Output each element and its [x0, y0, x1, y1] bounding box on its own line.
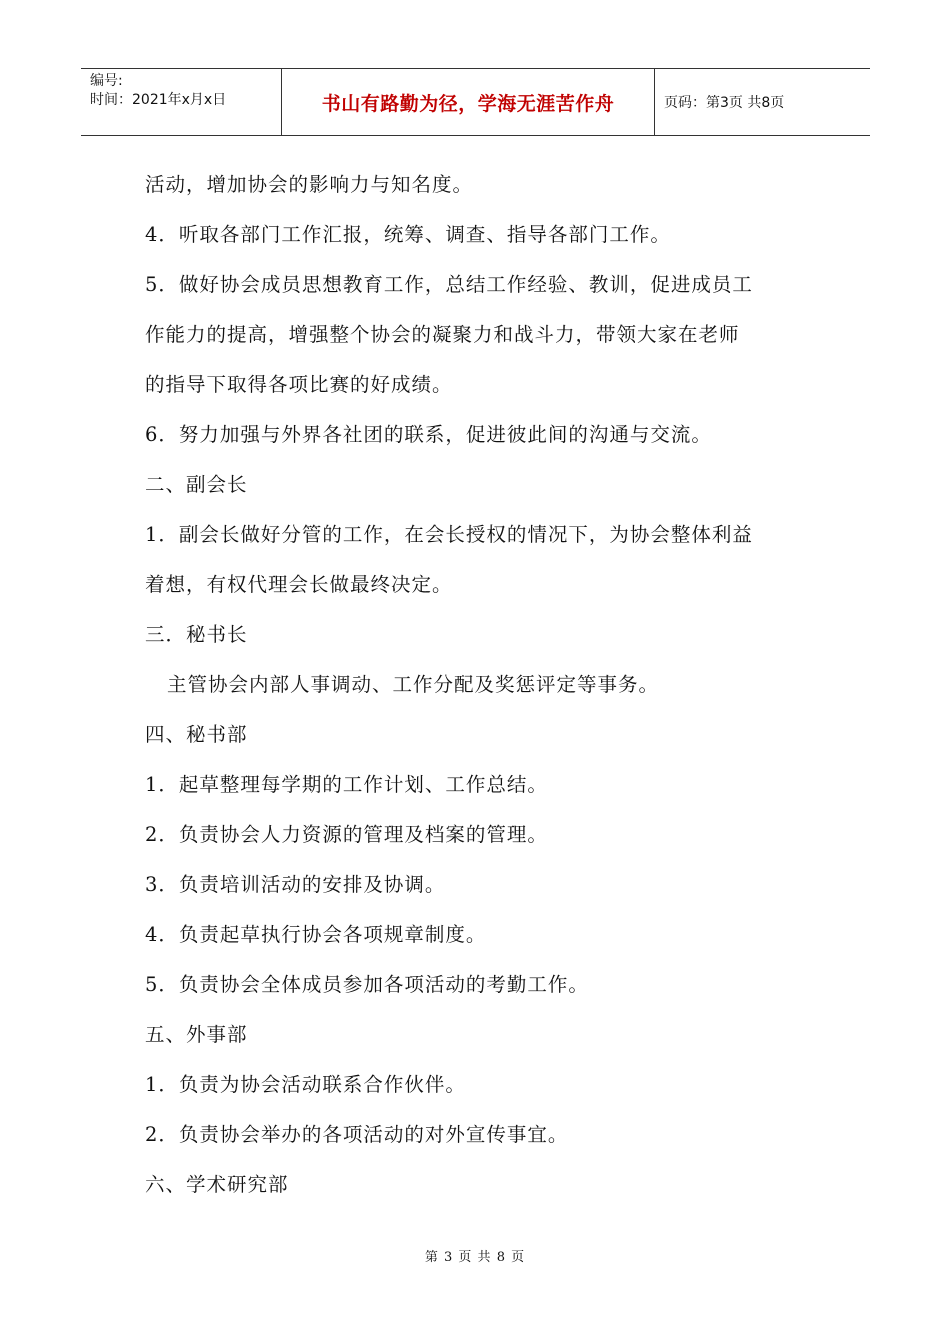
- document-body: [145, 160, 825, 1210]
- section-heading: 六、学术研究部: [145, 1173, 289, 1196]
- body-line: 着想，有权代理会长做最终决定。: [145, 573, 453, 596]
- body-line: 活动，增加协会的影响力与知名度。: [145, 173, 474, 196]
- section-heading: 五、外事部: [145, 1023, 248, 1046]
- body-line: 作能力的提高，增强整个协会的凝聚力和战斗力，带领大家在老师: [145, 323, 740, 346]
- number-label: 编号:: [90, 73, 123, 89]
- body-line: 主管协会内部人事调动、工作分配及奖惩评定等事务。: [167, 673, 660, 696]
- section-heading: 三．秘书长: [145, 623, 248, 646]
- body-line: 3．负责培训活动的安排及协调。: [145, 873, 446, 896]
- body-line: 1．负责为协会活动联系合作伙伴。: [145, 1073, 466, 1096]
- body-line: 2．负责协会举办的各项活动的对外宣传事宜。: [145, 1123, 569, 1146]
- header-meta-cell: [81, 69, 282, 135]
- time-label: 时间：2021年x月x日: [90, 92, 227, 108]
- page-footer: [0, 1246, 950, 1265]
- section-heading: 二、副会长: [145, 473, 248, 496]
- header-page-cell: [655, 69, 870, 135]
- body-line: 6．努力加强与外界各社团的联系，促进彼此间的沟通与交流。: [145, 423, 712, 446]
- motto-text: 书山有路勤为径，学海无涯苦作舟: [321, 92, 615, 115]
- body-line: 1．副会长做好分管的工作，在会长授权的情况下，为协会整体利益: [145, 523, 753, 546]
- body-line: 4．听取各部门工作汇报，统筹、调查、指导各部门工作。: [145, 223, 671, 246]
- body-line: 的指导下取得各项比赛的好成绩。: [145, 373, 453, 396]
- document-header: [81, 68, 870, 136]
- page-code: 页码：第3页 共8页: [664, 95, 785, 111]
- footer-page-number: 第 3 页 共 8 页: [424, 1250, 526, 1265]
- body-line: 4．负责起草执行协会各项规章制度。: [145, 923, 487, 946]
- header-motto-cell: [282, 69, 655, 135]
- body-line: 5．负责协会全体成员参加各项活动的考勤工作。: [145, 973, 589, 996]
- section-heading: 四、秘书部: [145, 723, 248, 746]
- body-line: 5．做好协会成员思想教育工作，总结工作经验、教训，促进成员工: [145, 273, 753, 296]
- body-line: 2．负责协会人力资源的管理及档案的管理。: [145, 823, 548, 846]
- body-line: 1．起草整理每学期的工作计划、工作总结。: [145, 773, 548, 796]
